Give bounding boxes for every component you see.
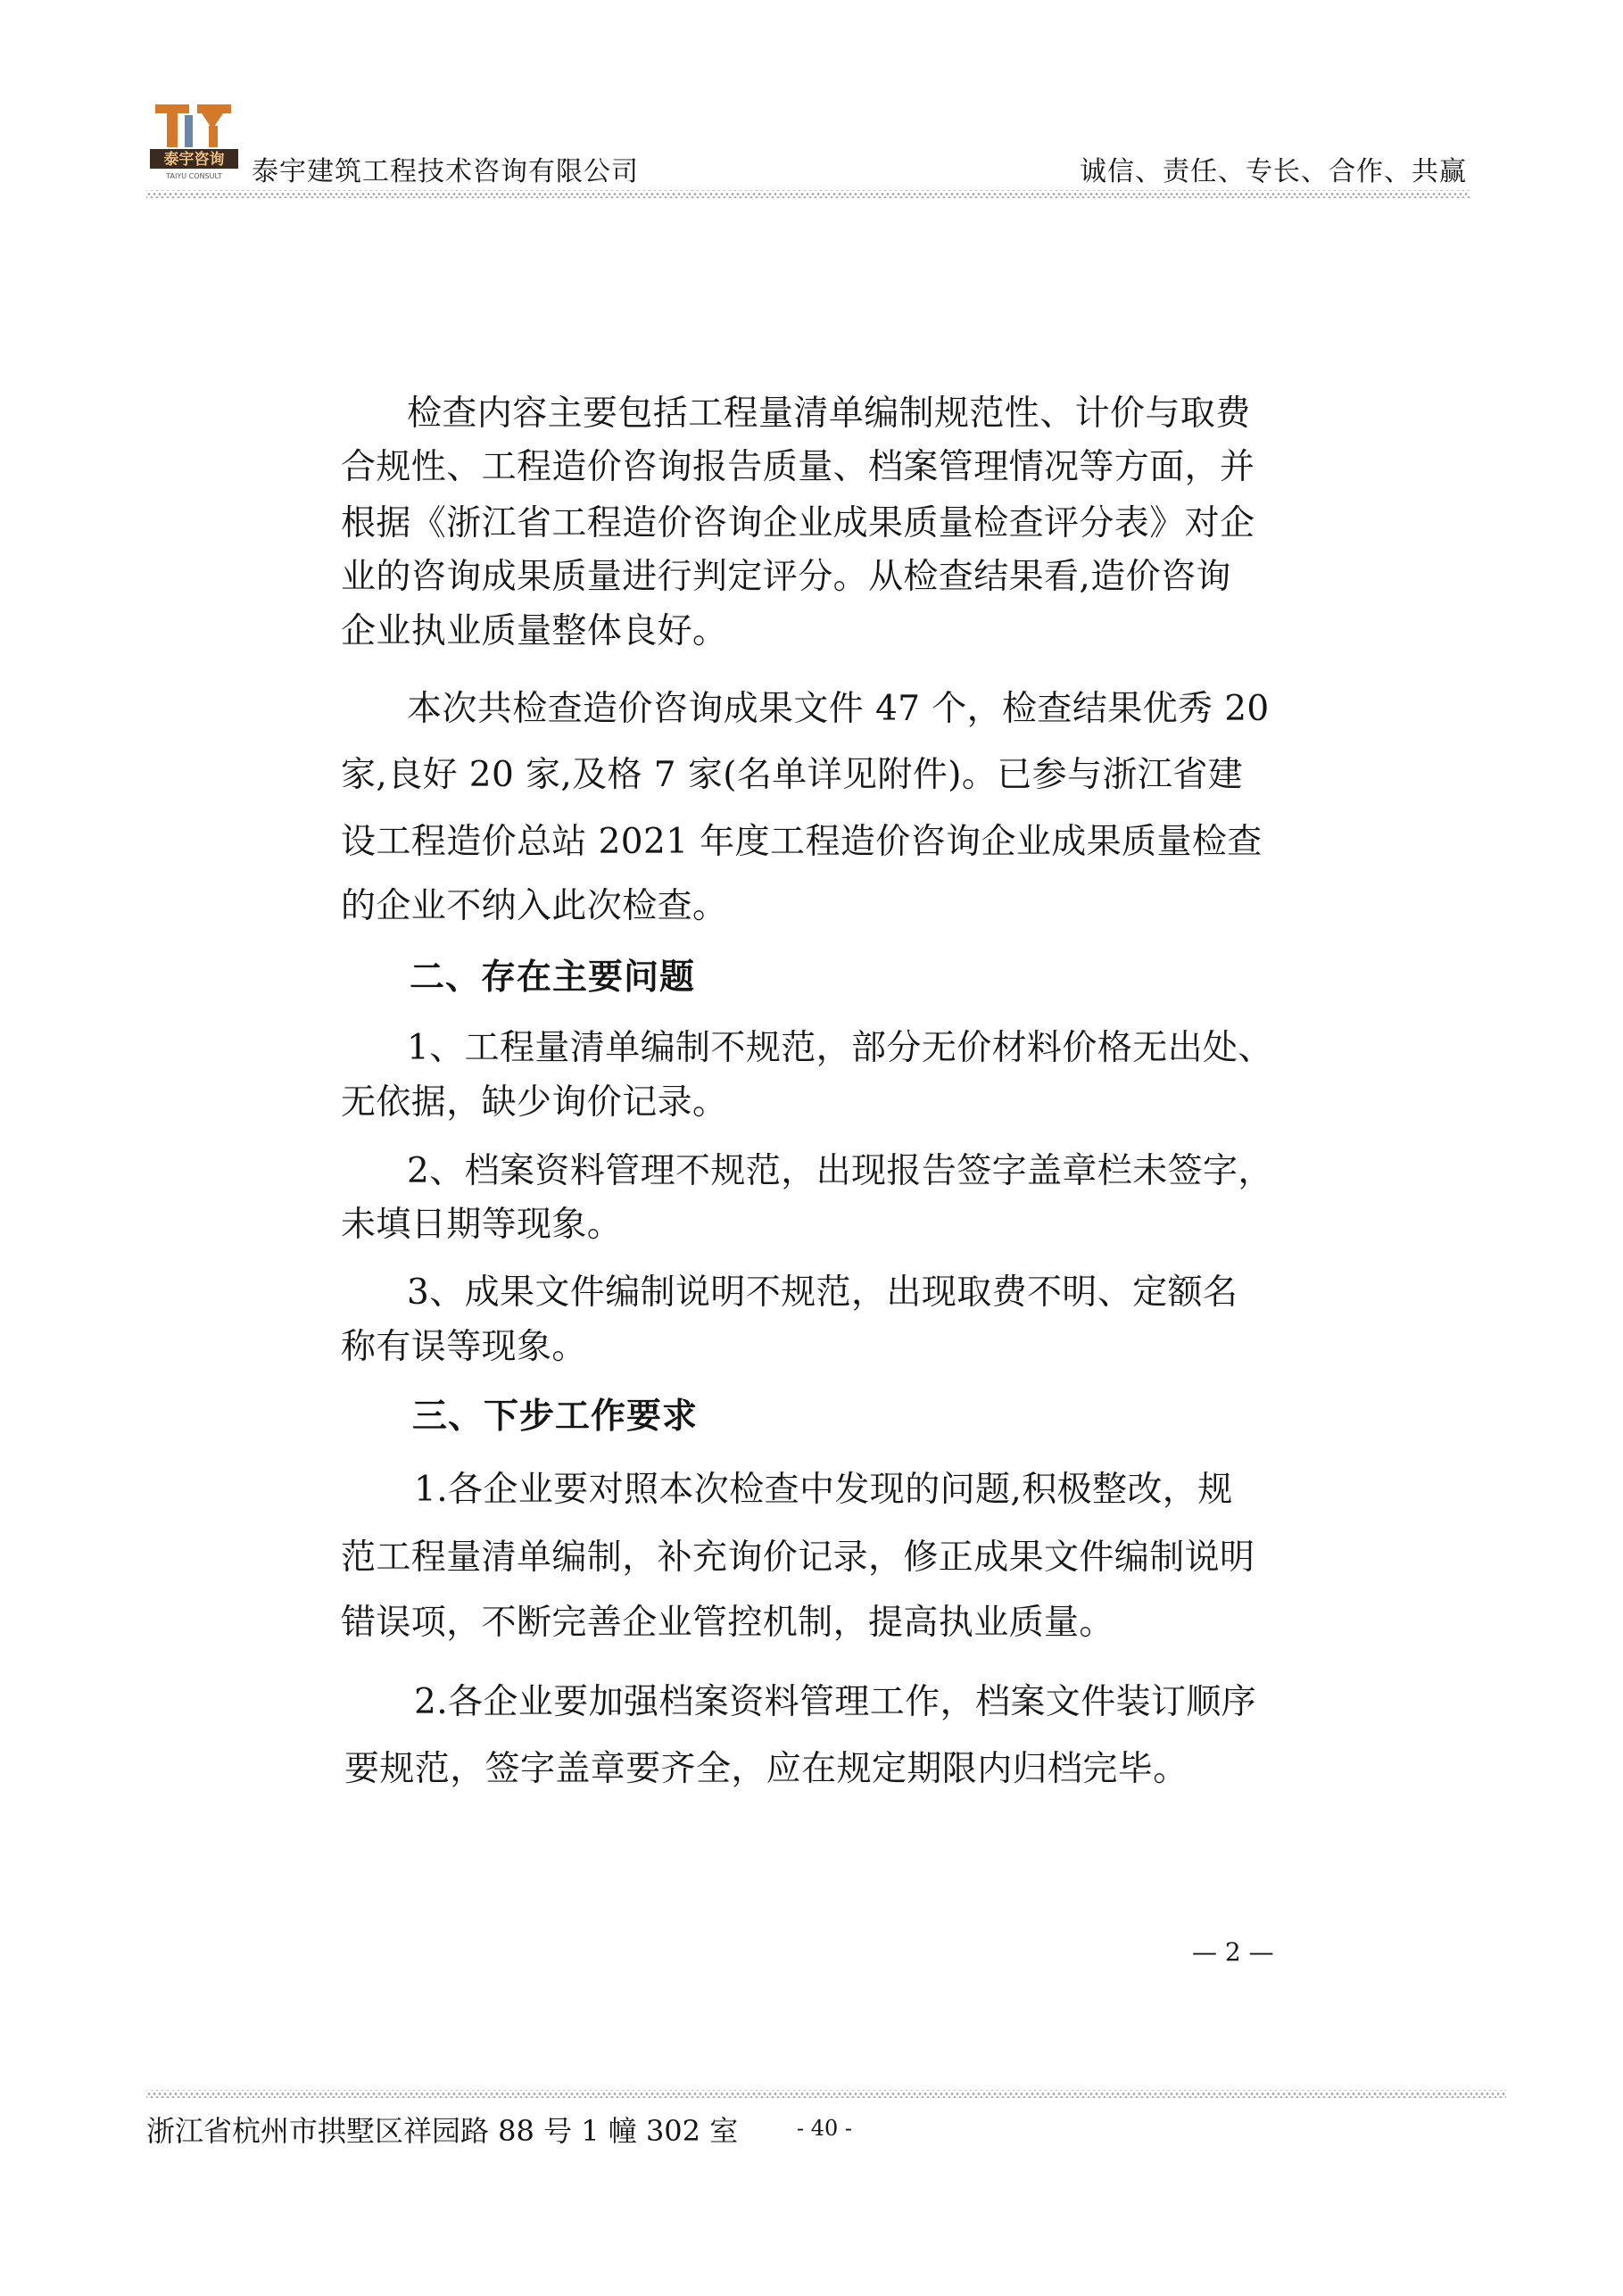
footer-address: 浙江省杭州市拱墅区祥园路 88 号 1 幢 302 室	[146, 2114, 739, 2148]
results-paragraph-line: 设工程造价总站 2021 年度工程造价咨询企业成果质量检查	[341, 822, 1263, 862]
requirement-item-line: 要规范，签字盖章要齐全，应在规定期限内归档完毕。	[344, 1749, 1188, 1789]
issue-item-line: 3、成果文件编制说明不规范，出现取费不明、定额名	[407, 1272, 1238, 1313]
header-divider	[146, 190, 1470, 198]
section-heading-issues: 二、存在主要问题	[410, 957, 696, 998]
company-name: 泰宇建筑工程技术咨询有限公司	[252, 156, 639, 187]
requirement-item-line: 2.各企业要加强档案资料管理工作，档案文件装订顺序	[414, 1682, 1257, 1722]
footer-divider	[146, 2090, 1506, 2098]
slogan: 诚信、责任、专长、合作、共赢	[1080, 156, 1467, 187]
requirement-item-line: 错误项，不断完善企业管控机制，提高执业质量。	[341, 1603, 1114, 1643]
requirement-item-line: 1.各企业要对照本次检查中发现的问题,积极整改，规	[414, 1470, 1233, 1510]
company-logo	[146, 99, 242, 182]
scope-paragraph-line: 根据《浙江省工程造价咨询企业成果质量检查评分表》对企	[341, 503, 1255, 543]
section-heading-requirements: 三、下步工作要求	[412, 1396, 699, 1437]
issue-item-line: 2、档案资料管理不规范，出现报告签字盖章栏未签字，	[407, 1151, 1273, 1191]
scope-paragraph-line: 业的咨询成果质量进行判定评分。从检查结果看,造价咨询	[341, 557, 1231, 597]
logo-tagline: TAIYU CONSULT	[166, 172, 222, 180]
results-paragraph-line: 的企业不纳入此次检查。	[341, 886, 728, 926]
issue-item-line: 1、工程量清单编制不规范，部分无价材料价格无出处、	[407, 1028, 1273, 1068]
scope-paragraph-line: 检查内容主要包括工程量清单编制规范性、计价与取费	[407, 394, 1251, 434]
footer-page-number: - 40 -	[797, 2116, 853, 2141]
requirement-item-line: 范工程量清单编制，补充询价记录，修正成果文件编制说明	[341, 1538, 1255, 1578]
results-paragraph-line: 本次共检查造价咨询成果文件 47 个，检查结果优秀 20	[407, 689, 1270, 729]
page-number: — 2 —	[1192, 1937, 1274, 1967]
issue-item-line: 未填日期等现象。	[341, 1205, 623, 1245]
issue-item-line: 无依据，缺少询价记录。	[341, 1082, 728, 1123]
scope-paragraph-line: 合规性、工程造价咨询报告质量、档案管理情况等方面，并	[341, 447, 1255, 487]
results-paragraph-line: 家,良好 20 家,及格 7 家(名单详见附件)。已参与浙江省建	[341, 755, 1244, 795]
logo-name: 泰宇咨询	[163, 151, 225, 169]
scope-paragraph-line: 企业执业质量整体良好。	[341, 611, 728, 651]
issue-item-line: 称有误等现象。	[341, 1327, 587, 1367]
